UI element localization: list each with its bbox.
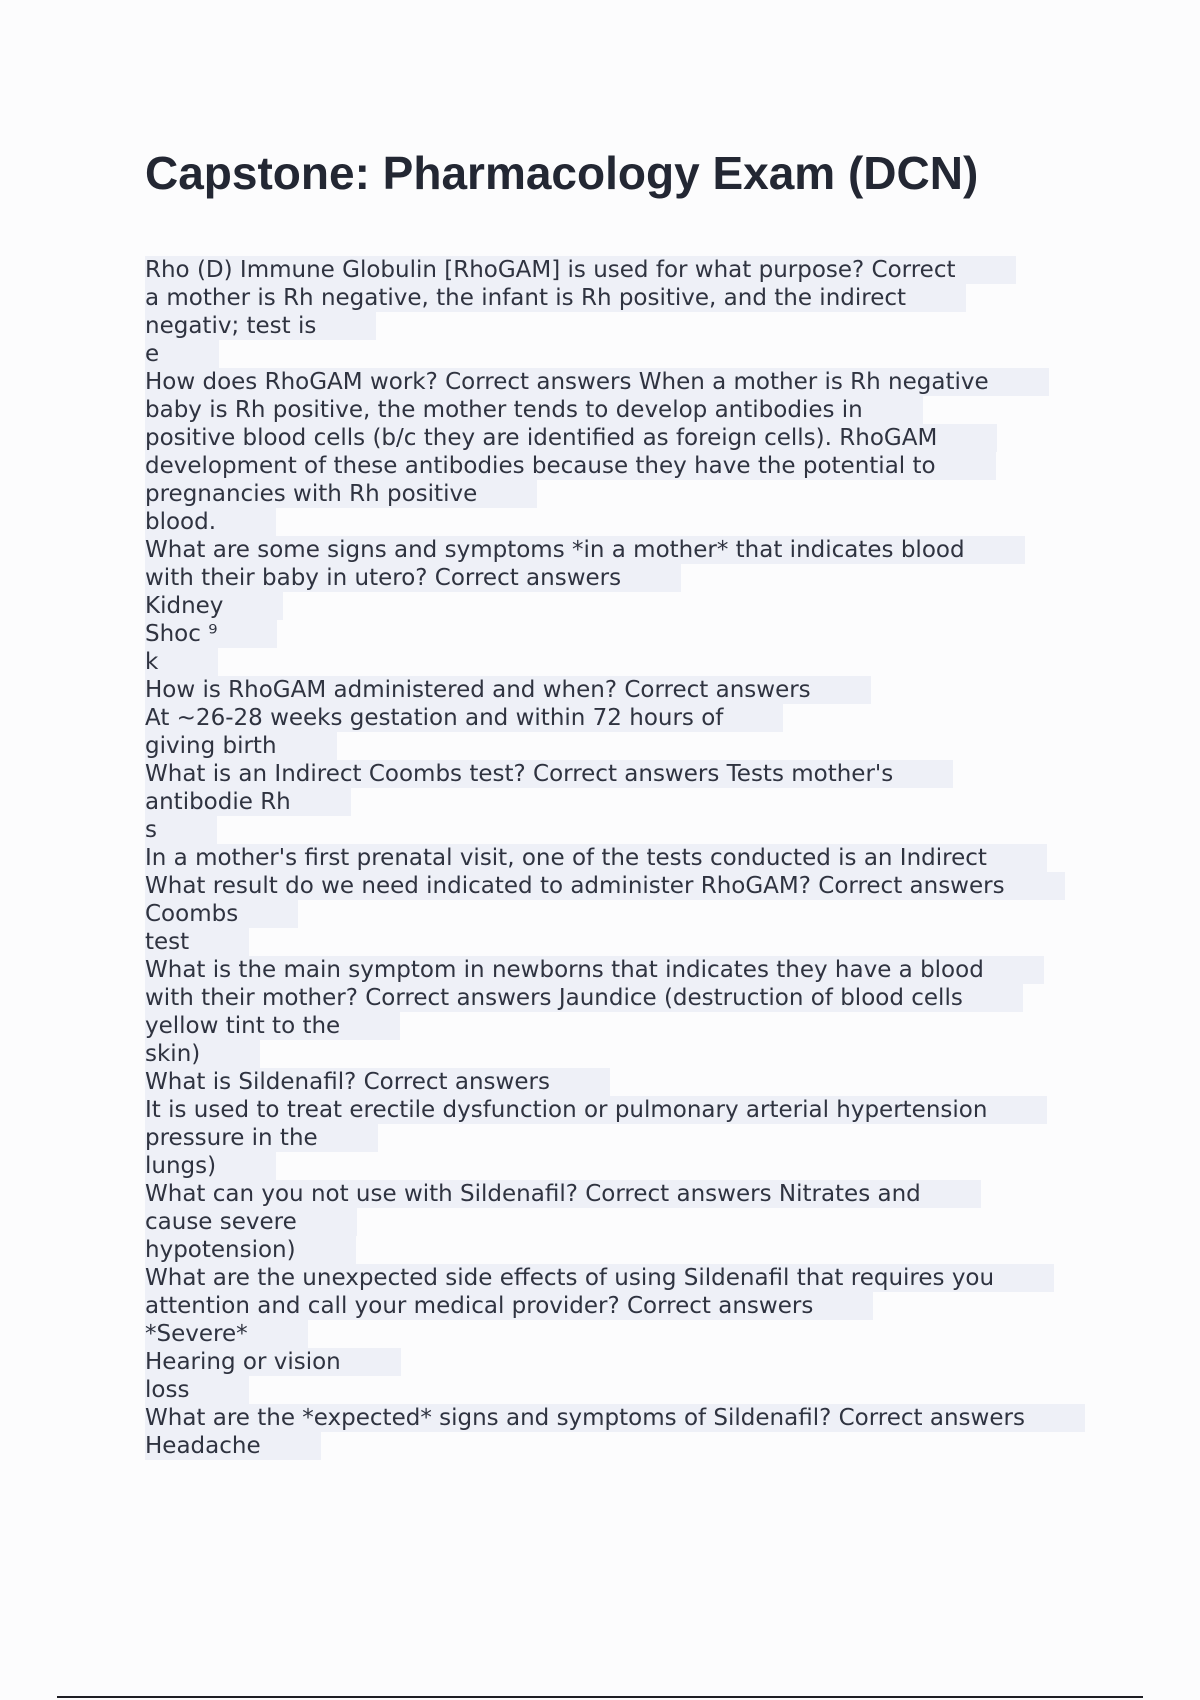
- text-line: pregnancies with Rh positive: [145, 480, 1145, 508]
- text-line: positive blood cells (b/c they are identified as foreign cells). RhoGAM: [145, 424, 1145, 452]
- page-title: Capstone: Pharmacology Exam (DCN): [145, 147, 979, 199]
- text-line: hypotension): [145, 1236, 1145, 1264]
- text-line: development of these antibodies because they have the potential to: [145, 452, 1145, 480]
- text-line: test: [145, 928, 1145, 956]
- text-line: giving birth: [145, 732, 1145, 760]
- text-line: At ~26-28 weeks gestation and within 72 hours of: [145, 704, 1145, 732]
- text-line: loss: [145, 1376, 1145, 1404]
- text-line: *Severe*: [145, 1320, 1145, 1348]
- text-line: What are some signs and symptoms *in a mother* that indicates blood: [145, 536, 1145, 564]
- text-line: negativ; test is: [145, 312, 1145, 340]
- text-line: skin): [145, 1040, 1145, 1068]
- text-line: It is used to treat erectile dysfunction or pulmonary arterial hypertension: [145, 1096, 1145, 1124]
- text-line: What is an Indirect Coombs test? Correct answers Tests mother's: [145, 760, 1145, 788]
- text-line: What are the *expected* signs and symptoms of Sildenafil? Correct answers: [145, 1404, 1145, 1432]
- text-line: baby is Rh positive, the mother tends to develop antibodies in: [145, 396, 1145, 424]
- text-line: s: [145, 816, 1145, 844]
- text-line: How does RhoGAM work? Correct answers When a mother is Rh negative: [145, 368, 1145, 396]
- text-line: Coombs: [145, 900, 1145, 928]
- text-line: In a mother's first prenatal visit, one of the tests conducted is an Indirect: [145, 844, 1145, 872]
- text-line: pressure in the: [145, 1124, 1145, 1152]
- text-line: Rho (D) Immune Globulin [RhoGAM] is used for what purpose? Correct: [145, 256, 1145, 284]
- text-line: e: [145, 340, 1145, 368]
- text-line: with their baby in utero? Correct answers: [145, 564, 1145, 592]
- text-line: Shoc ⁹: [145, 620, 1145, 648]
- text-line: How is RhoGAM administered and when? Correct answers: [145, 676, 1145, 704]
- text-line: with their mother? Correct answers Jaundice (destruction of blood cells: [145, 984, 1145, 1012]
- text-line: blood.: [145, 508, 1145, 536]
- text-line: antibodie Rh: [145, 788, 1145, 816]
- text-line: What is the main symptom in newborns that indicates they have a blood: [145, 956, 1145, 984]
- text-line: cause severe: [145, 1208, 1145, 1236]
- text-line: Headache: [145, 1432, 1145, 1460]
- text-line: lungs): [145, 1152, 1145, 1180]
- text-line: attention and call your medical provider? Correct answers: [145, 1292, 1145, 1320]
- text-line: yellow tint to the: [145, 1012, 1145, 1040]
- text-line: What result do we need indicated to administer RhoGAM? Correct answers: [145, 872, 1145, 900]
- text-line: What are the unexpected side effects of using Sildenafil that requires you: [145, 1264, 1145, 1292]
- text-line: Kidney: [145, 592, 1145, 620]
- text-line: What is Sildenafil? Correct answers: [145, 1068, 1145, 1096]
- text-line: Hearing or vision: [145, 1348, 1145, 1376]
- text-line: What can you not use with Sildenafil? Correct answers Nitrates and: [145, 1180, 1145, 1208]
- text-line: k: [145, 648, 1145, 676]
- footer-divider: [57, 1696, 1143, 1698]
- document-body: [145, 256, 1145, 1460]
- text-line: a mother is Rh negative, the infant is Rh positive, and the indirect: [145, 284, 1145, 312]
